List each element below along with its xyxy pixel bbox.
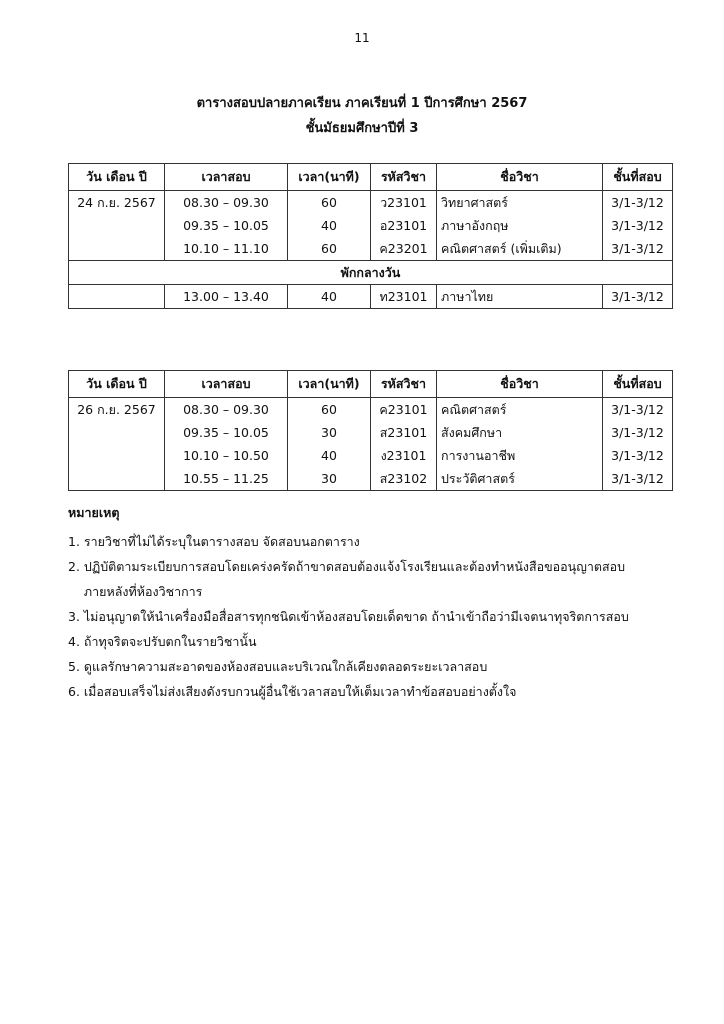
subject-code: อ23101 <box>371 214 437 237</box>
exam-minutes: 30 <box>288 421 371 444</box>
exam-minutes: 30 <box>288 467 371 491</box>
empty-date-cell <box>69 467 165 491</box>
table-header-row <box>69 371 673 398</box>
table-header-row <box>69 164 673 191</box>
subject-code: ว23101 <box>371 191 437 215</box>
exam-class: 3/1-3/12 <box>603 214 673 237</box>
subject-name: สังคมศึกษา <box>437 421 603 444</box>
subject-name: ประวัติศาสตร์ <box>437 467 603 491</box>
subject-name: คณิตศาสตร์ <box>437 398 603 422</box>
note-item-continued: ภายหลังที่ห้องวิชาการ <box>68 584 203 599</box>
table-row <box>69 421 673 444</box>
subject-name: การงานอาชีพ <box>437 444 603 467</box>
table-row <box>69 237 673 261</box>
subject-code: ค23101 <box>371 398 437 422</box>
table-row <box>69 191 673 215</box>
header-date: วัน เดือน ปี <box>69 371 165 398</box>
lunch-break-row <box>69 261 673 285</box>
exam-time: 09.35 – 10.05 <box>165 214 288 237</box>
exam-minutes: 40 <box>288 214 371 237</box>
exam-date: 26 ก.ย. 2567 <box>69 398 165 422</box>
exam-time: 10.10 – 10.50 <box>165 444 288 467</box>
note-item: 2. ปฏิบัติตามระเบียบการสอบโดยเคร่งครัดถ้าขาดสอบต้องแจ้งโรงเรียนและต้องทำหนังสือขออนุญาตสอบ <box>68 559 626 574</box>
exam-minutes: 60 <box>288 398 371 422</box>
subject-code: ท23101 <box>371 285 437 309</box>
header-subject: ชื่อวิชา <box>437 164 603 191</box>
exam-class: 3/1-3/12 <box>603 191 673 215</box>
page-number: 11 <box>354 31 370 45</box>
empty-date-cell <box>69 214 165 237</box>
note-item: 5. ดูแลรักษาความสะอาดของห้องสอบและบริเวณใกล้เคียงตลอดระยะเวลาสอบ <box>68 659 488 674</box>
empty-date-cell <box>69 285 165 309</box>
table-row <box>69 285 673 309</box>
header-class: ชั้นที่สอบ <box>603 371 673 398</box>
notes-section <box>68 503 688 704</box>
exam-minutes: 60 <box>288 191 371 215</box>
exam-class: 3/1-3/12 <box>603 421 673 444</box>
exam-time: 08.30 – 09.30 <box>165 398 288 422</box>
exam-time: 10.10 – 11.10 <box>165 237 288 261</box>
table-row <box>69 214 673 237</box>
exam-class: 3/1-3/12 <box>603 237 673 261</box>
table-row <box>69 467 673 491</box>
exam-schedule-table-1 <box>68 163 673 309</box>
empty-date-cell <box>69 421 165 444</box>
exam-time: 09.35 – 10.05 <box>165 421 288 444</box>
exam-class: 3/1-3/12 <box>603 444 673 467</box>
header-subject: ชื่อวิชา <box>437 371 603 398</box>
exam-schedule-table-2 <box>68 370 673 491</box>
note-item: 3. ไม่อนุญาตให้นำเครื่องมือสื่อสารทุกชนิดเข้าห้องสอบโดยเด็ดขาด ถ้านำเข้าถือว่ามีเจตนาทุจริตการสอบ <box>68 609 629 624</box>
exam-time: 13.00 – 13.40 <box>165 285 288 309</box>
subject-name: ภาษาอังกฤษ <box>437 214 603 237</box>
table-row <box>69 398 673 422</box>
note-item: 4. ถ้าทุจริตจะปรับตกในรายวิชานั้น <box>68 634 257 649</box>
exam-time: 10.55 – 11.25 <box>165 467 288 491</box>
subject-name: วิทยาศาสตร์ <box>437 191 603 215</box>
subject-code: ส23101 <box>371 421 437 444</box>
header-minutes: เวลา(นาที) <box>288 164 371 191</box>
subject-name: คณิตศาสตร์ (เพิ่มเติม) <box>437 237 603 261</box>
header-date: วัน เดือน ปี <box>69 164 165 191</box>
header-code: รหัสวิชา <box>371 164 437 191</box>
subject-code: ค23201 <box>371 237 437 261</box>
empty-date-cell <box>69 444 165 467</box>
header-time: เวลาสอบ <box>165 164 288 191</box>
header-code: รหัสวิชา <box>371 371 437 398</box>
page-subtitle: ชั้นมัธยมศึกษาปีที่ 3 <box>305 121 419 136</box>
exam-minutes: 60 <box>288 237 371 261</box>
lunch-break-label: พักกลางวัน <box>69 261 673 285</box>
page-title: ตารางสอบปลายภาคเรียน ภาคเรียนที่ 1 ปีการศึกษา 2567 <box>196 96 528 111</box>
notes-heading: หมายเหตุ <box>68 505 120 520</box>
header-time: เวลาสอบ <box>165 371 288 398</box>
note-item: 1. รายวิชาที่ไม่ได้ระบุในตารางสอบ จัดสอบนอกตาราง <box>68 534 360 549</box>
note-item: 6. เมื่อสอบเสร็จไม่ส่งเสียงดังรบกวนผู้อื่นใช้เวลาสอบให้เต็มเวลาทำข้อสอบอย่างตั้งใจ <box>68 684 517 699</box>
exam-time: 08.30 – 09.30 <box>165 191 288 215</box>
exam-class: 3/1-3/12 <box>603 398 673 422</box>
exam-minutes: 40 <box>288 285 371 309</box>
subject-code: ง23101 <box>371 444 437 467</box>
table-row <box>69 444 673 467</box>
subject-code: ส23102 <box>371 467 437 491</box>
exam-class: 3/1-3/12 <box>603 467 673 491</box>
subject-name: ภาษาไทย <box>437 285 603 309</box>
exam-minutes: 40 <box>288 444 371 467</box>
header-minutes: เวลา(นาที) <box>288 371 371 398</box>
exam-date: 24 ก.ย. 2567 <box>69 191 165 215</box>
exam-class: 3/1-3/12 <box>603 285 673 309</box>
empty-date-cell <box>69 237 165 261</box>
header-class: ชั้นที่สอบ <box>603 164 673 191</box>
